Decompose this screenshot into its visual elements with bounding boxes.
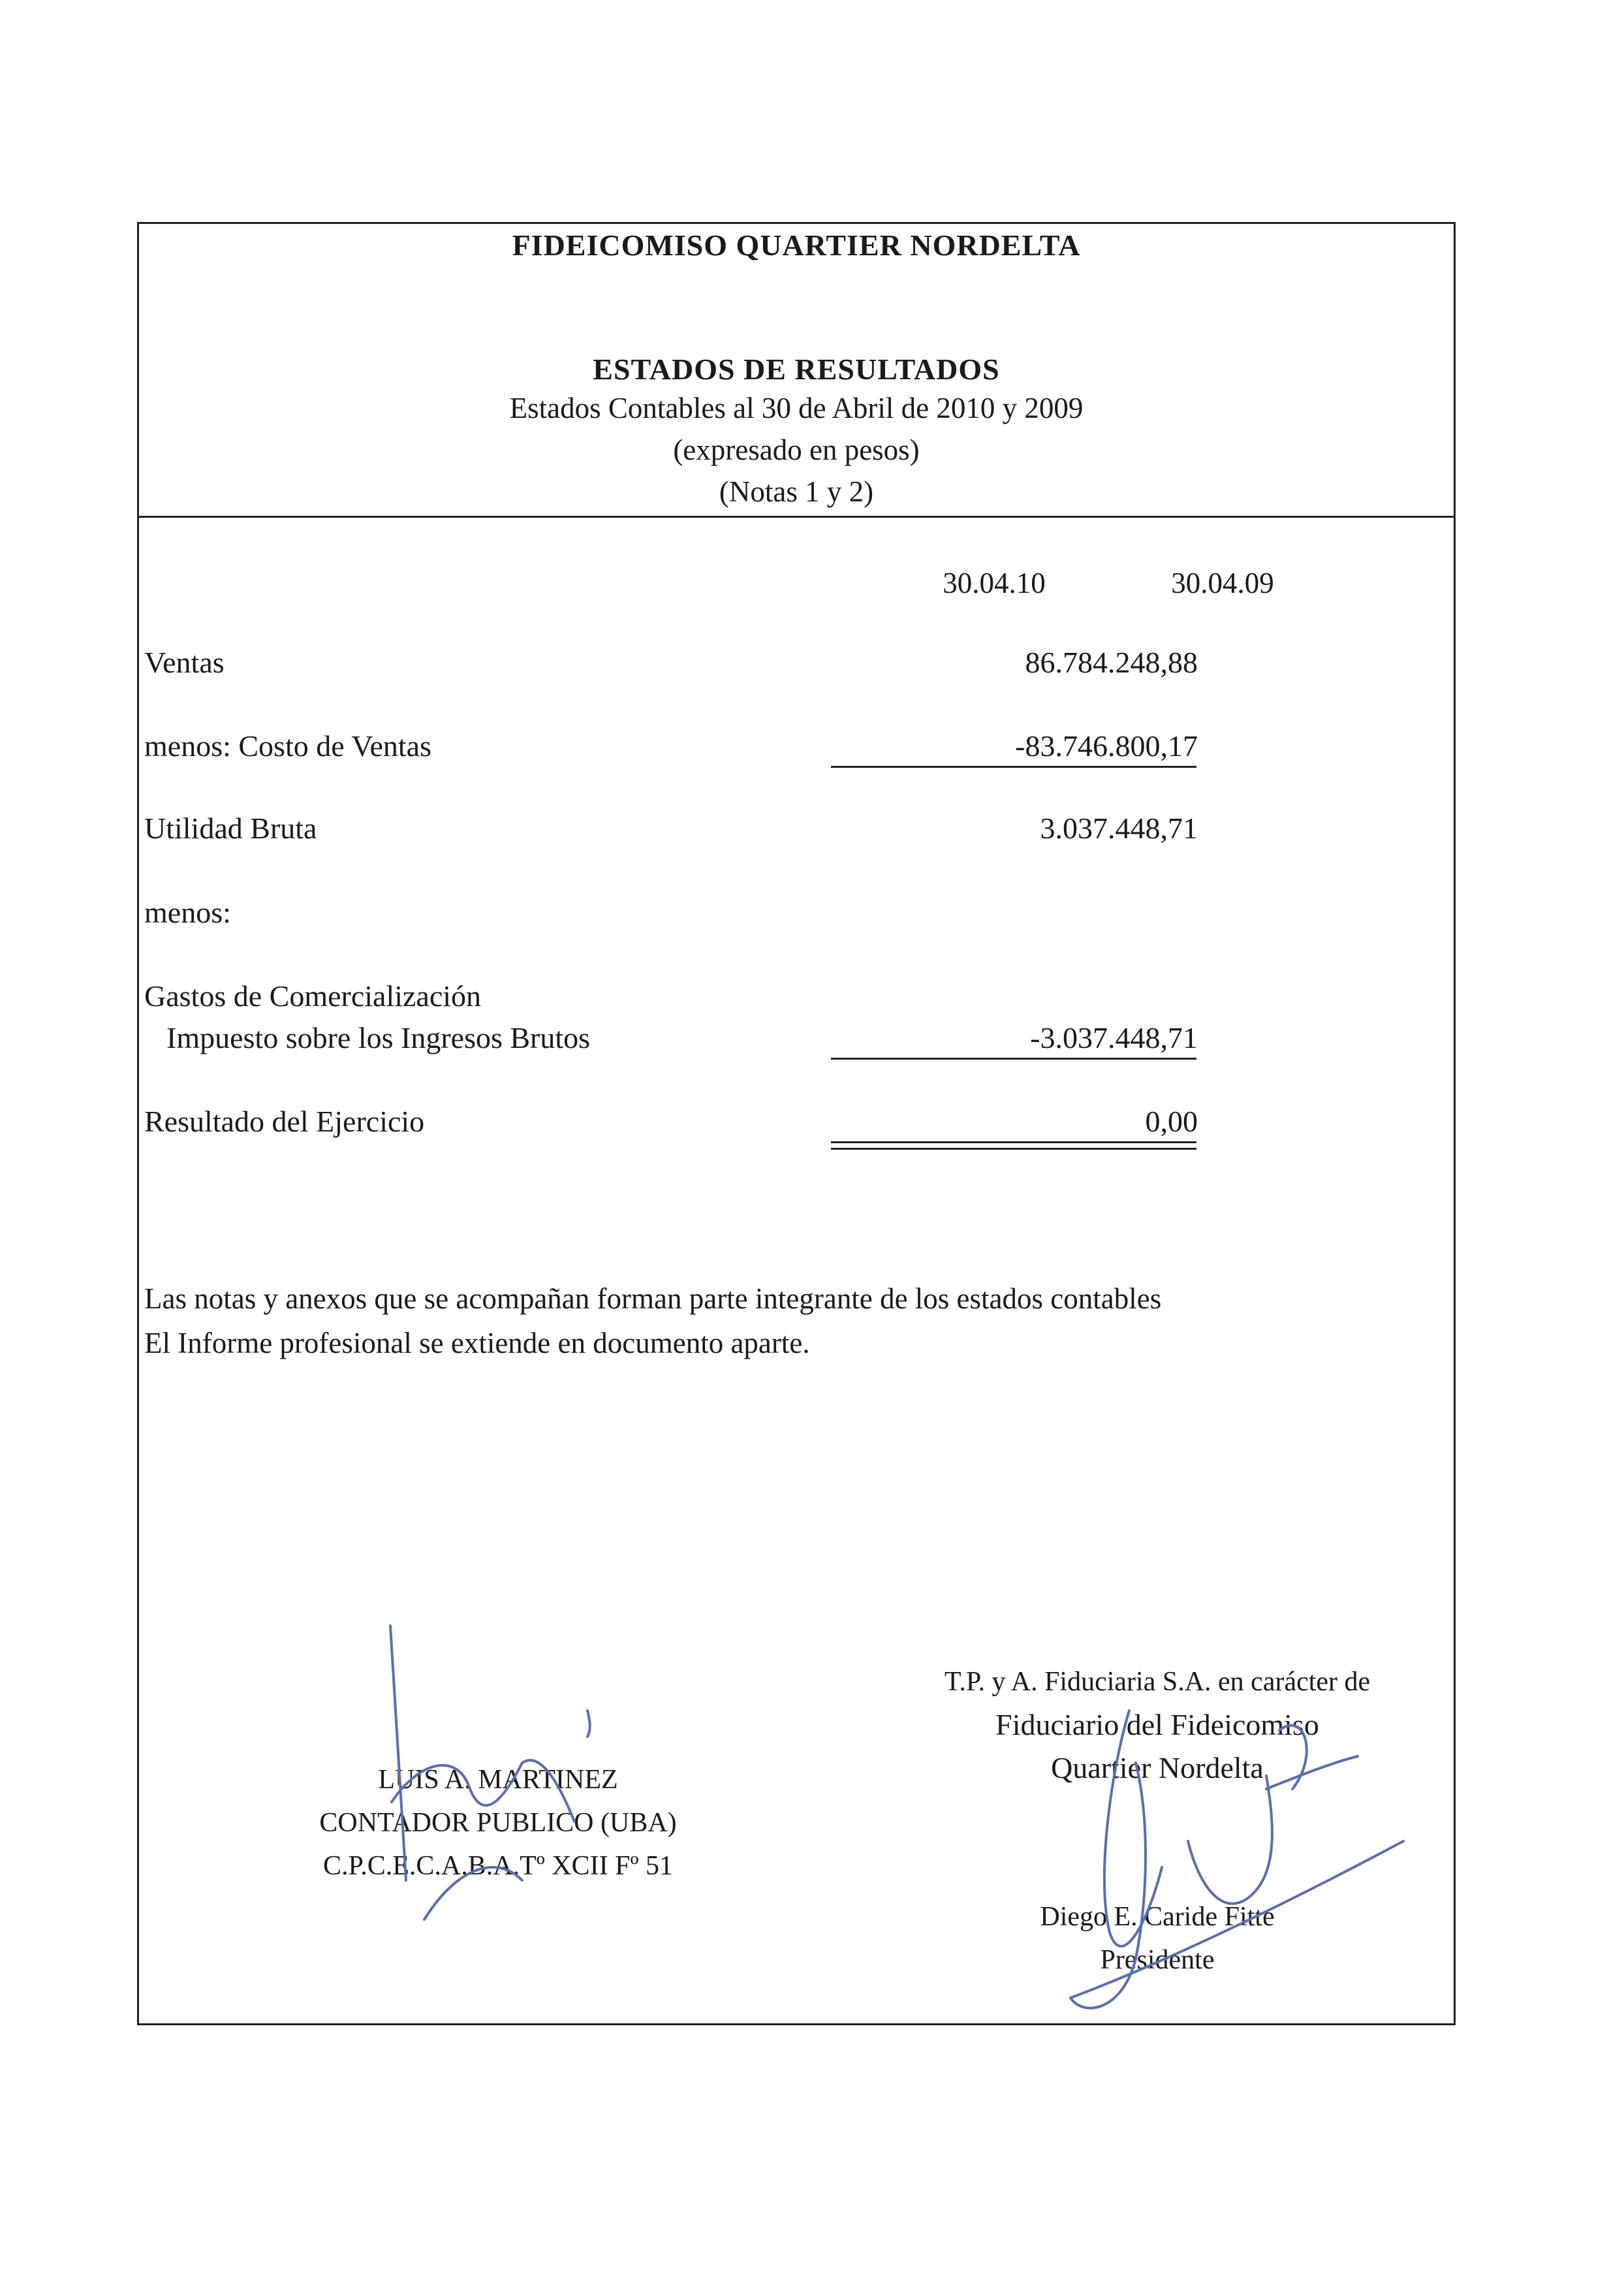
- entity-name: FIDEICOMISO QUARTIER NORDELTA: [512, 229, 1081, 262]
- row-label-resultado-ejercicio: Resultado del Ejercicio: [144, 1105, 425, 1138]
- right-signatory-line1: T.P. y A. Fiduciaria S.A. en carácter de: [944, 1667, 1371, 1697]
- row-value-impuesto-ingresos-brutos: -3.037.448,71: [1030, 1021, 1198, 1054]
- footnote-notes-anexos: Las notas y anexos que se acompañan forman parte integrante de los estados contables: [144, 1282, 1162, 1315]
- right-signatory-line2: Fiduciario del Fideicomiso: [995, 1708, 1319, 1741]
- left-signatory-name: LUIS A. MARTINEZ: [378, 1765, 618, 1795]
- right-signatory-line3: Quartier Nordelta: [1051, 1751, 1264, 1784]
- row-label-menos: menos:: [144, 896, 231, 929]
- right-signatory-name: Diego E. Caride Fitte: [1040, 1902, 1275, 1932]
- row-value-utilidad-bruta: 3.037.448,71: [1040, 812, 1198, 845]
- row-value-resultado-ejercicio: 0,00: [1145, 1105, 1198, 1138]
- left-signatory-title: CONTADOR PUBLICO (UBA): [319, 1808, 677, 1838]
- row-label-ventas: Ventas: [144, 646, 225, 679]
- left-signatory-registration: C.P.C.E.C.A.B.A.Tº XCII Fº 51: [323, 1851, 673, 1881]
- left-signature-mark: [390, 1626, 590, 1920]
- statement-subtitle: Estados Contables al 30 de Abril de 2010 y 2009: [509, 392, 1084, 424]
- right-signatory-title: Presidente: [1100, 1945, 1215, 1975]
- row-label-gastos-comercializacion: Gastos de Comercialización: [144, 979, 482, 1013]
- row-value-ventas: 86.784.248,88: [1025, 646, 1198, 679]
- footnote-informe-profesional: El Informe profesional se extiende en documento aparte.: [144, 1327, 810, 1359]
- row-label-costo-ventas: menos: Costo de Ventas: [144, 729, 431, 763]
- column-header-current: 30.04.10: [943, 567, 1046, 599]
- notes-reference: (Notas 1 y 2): [719, 475, 874, 508]
- column-header-previous: 30.04.09: [1171, 567, 1274, 599]
- statement-title: ESTADOS DE RESULTADOS: [593, 353, 1000, 386]
- right-signature-mark: [1070, 1711, 1403, 2008]
- row-value-costo-ventas: -83.746.800,17: [1015, 729, 1198, 763]
- currency-note: (expresado en pesos): [673, 434, 920, 466]
- row-label-utilidad-bruta: Utilidad Bruta: [144, 812, 317, 845]
- row-label-impuesto-ingresos-brutos: Impuesto sobre los Ingresos Brutos: [166, 1021, 591, 1054]
